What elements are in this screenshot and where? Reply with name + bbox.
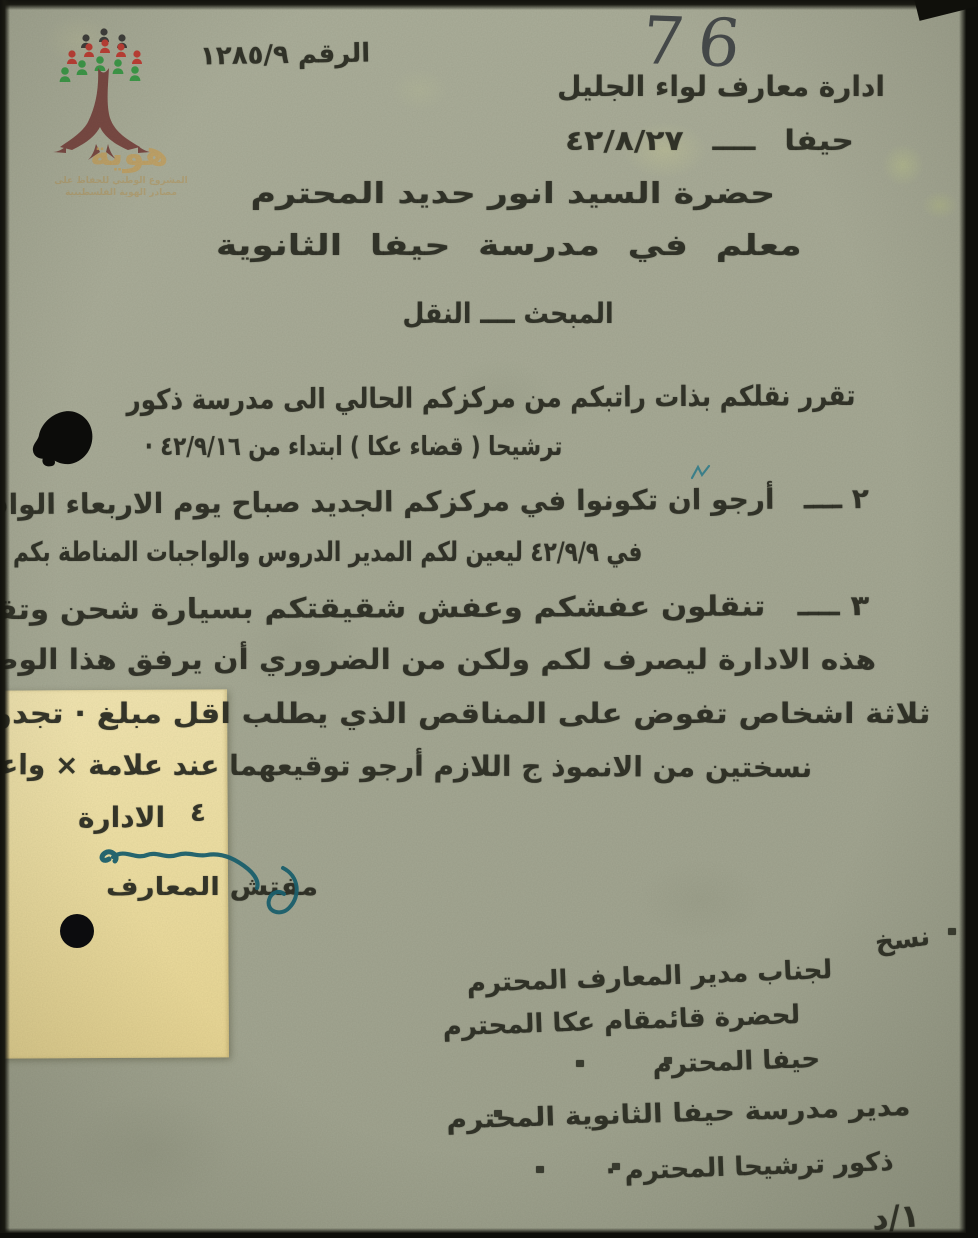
- scan-edge-left: [0, 0, 10, 1233]
- scan-edge-top: [0, 0, 966, 10]
- scan-edge-right: [959, 0, 966, 1233]
- scan-edge-bottom: [0, 1228, 966, 1233]
